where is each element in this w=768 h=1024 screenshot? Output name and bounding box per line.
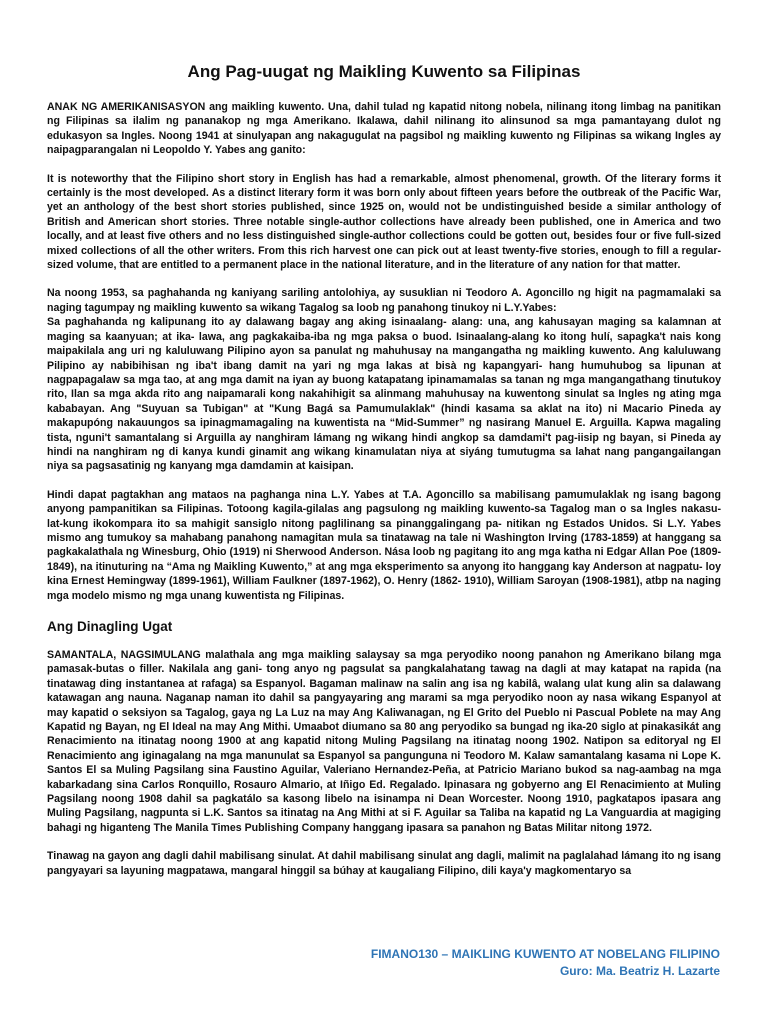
page-footer [371,946,720,980]
paragraph-admiration: Hindi dapat pagtakhan ang mataos na paghanga nina L.Y. Yabes at T.A. Agoncillo sa mabilisang pamumulaklak ng isang bagong anyong pampanitikan sa Filipinas. Totoong kagila-gilalas ang pagsulong ng maikling kuwento-sa Tagalog man o sa Ingles nakasu- lat-kung ikokompara ito sa mahigit sansiglo nitong paglilinang sa pinanggalingang pa- nitikan ng Estados Unidos. Si L.Y. Yabes mismo ang tumukoy sa mahabang panahong namagitan mula sa tinatawag na tale ni Washington Irving (1783-1859) at hanggang sa pagkakalathala ng Winesburg, Ohio (1919) ni Sherwood Anderson. Nása loob ng pagitang ito ang mga katha ni Edgar Allan Poe (1809-1849), na itinuturing na “Ama ng Maikling Kuwento,” at ang mga eksperimento sa anyong ito hanggang kay Anderson at nagpatu- loy kina Ernest Hemingway (1899-1961), William Faulkner (1897-1962), O. Henry (1862- 1910), William Saroyan (1908-1981), atbp na naging mga modelo mismo ng mga unang kuwentista ng Filipinas. [47,488,721,602]
paragraph-dagli-definition: Tinawag na gayon ang dagli dahil mabilisang sinulat. At dahil mabilisang sinulat ang dagli, malimit na paglalahad lámang ito ng isang pangyayari sa layuning magpatawa, mangaral hinggil sa búhay at kaugaliang Filipino, dili kaya'y magkomentaryo sa [47,850,721,877]
paragraph-agoncillo-quote: Sa paghahanda ng kalipunang ito ay dalawang bagay ang aking isinaalang- alang: una, ang kahusayan maging sa kalamnan at maging sa kaanyuan; at ika- lawa, ang pagkakaiba-iba ng mga paksa o buod. Isinaalang-alang ko itong hulí, sapagka't nais kong maipakilala ang uri ng kaluluwang Pilipino ayon sa panulat ng mahuhusay na mangangatha ng maikling kuwento. Ang kaluluwang Pilipino ay nabibihisan ng iba't ibang damit na yari ng mga lakas at bisà ng kapangyari- hang humuhubog sa lipunan at nagpapagalaw sa mga tao, at ang mga damit na iyan ay buong katapatang ipinamamalas sa tanan ng mga mangangathang tinutukoy rito, Ilan sa mga akda rito ang naipamarali kong nakahihigit sa alinmang mahuhusay na kuwentong sinulat sa Ingles ng ating mga kababayan. Ang "Suyuan sa Tubigan" at "Kung Bagá sa Pamumulaklak" (hindi kasama sa aklat na ito) ni Macario Pineda ay makapupóng nakauungos sa ipinagmamagaling na kuwentista na “Mid-Summer” ng nasirang Manuel E. Arguilla. Kapwa magaling tista, nguni't samantalang si Arguilla ay nanghiram lámang ng wikang hindi angkop sa damdami't pag-iisip ng bayan, si Pineda ay hindi na nanghiram ng di kanya kundi ginamit ang wikang kinamulatan niya at siyáng tumutugma sa lahat nang pangangailangan niya sa pagsasatinig ng kanyang mga damdamin at kaisipan. [47,316,721,473]
section-heading: Ang Dinagling Ugat [47,619,173,634]
paragraph-intro: ANAK NG AMERIKANISASYON ang maikling kuwento. Una, dahil tulad ng kapatid nitong nobela, nilinang itong limbag na panitikan ng Filipinas sa ilalim ng pananakop ng mga Amerikano. Ikalawa, dahil nilinang ito alinsunod sa mga pamantayang dulot ng edukasyon sa Ingles. Noong 1941 at sinulyapan ang nakagugulat na pagsibol ng maikling kuwento ng Filipinas sa wikang Ingles ay naipagparangalan ni Leopoldo Y. Yabes ang ganito: [47,101,721,157]
document-title: Ang Pag-uugat ng Maikling Kuwento sa Filipinas [187,62,581,81]
paragraph-agoncillo-intro: Na noong 1953, sa paghahanda ng kaniyang sariling antolohiya, ay susuklian ni Teodoro A. Agoncillo ng higit na pagmamalaki sa naging tagumpay ng maikling kuwento sa wikang Tagalog sa loob ng panahong tinukoy ni L.Y.Yabes: [47,287,721,314]
paragraph-english-quote: It is noteworthy that the Filipino short story in English has had a remarkable, almost phenomenal, growth. Of the literary forms it certainly is the most developed. As a distinct literary form it was born only about fifteen years before the outbreak of the Pacific War, yet an anthology of the best short stories published, since 1925 on, would not be undistinguished beside a similar anthology of British and American short stories. Three notable single-author collections have already been published, one in America and two locally, and at least five others and no less distinguished single-author collections could be gotten out, besides four or five full-sized mixed collections of all the other writers. From this rich harvest one can pick out at least twenty-five stories, enough to fill a regular-sized volume, that are entitled to a permanent place in the national literature, and in the literature of any nation for that matter. [47,172,721,272]
footer-course: FIMANO130 – MAIKLING KUWENTO AT NOBELANG FILIPINO [370,947,720,961]
footer-teacher: Guro: Ma. Beatriz H. Lazarte [559,964,720,978]
paragraph-dagli-history: SAMANTALA, NAGSIMULANG malathala ang mga maikling salaysay sa mga peryodiko noong panahon ng Amerikano bilang mga pamasak-butas o filler. Nakilala ang gani- tong anyo ng pagsulat sa pangkalahatang tawag na dagli at may katapat na rapida (na tinatawag ding instantanea at rafaga) sa Espanyol. Bagaman malinaw na salin ang isa ng kabilâ, walang ulat kung alin sa dalawang katawagan ang nauna. Naganap naman ito dahil sa pangyayaring ang marami sa mga peryodiko noon ay nasa wikang Espanyol at may kapatid o seksiyon sa Tagalog, gaya ng La Luz na may Ang Kaliwanagan, ng El Grito del Pueblo ni Pascual Poblete na may Ang Kapatid ng Bayan, ng El Ideal na may Ang Mithi. Umaabot diumano sa 80 ang peryodiko sa bungad ng ika-20 siglo at pinakasikát ang Renacimiento na itinatag noong 1900 at ang kapatid nitong Muling Pagsilang na itinatag noong 1902. Natipon sa editoryal ng El Renacimiento ang iginagalang na mga manunulat sa Espanyol sa pangunguna ni Teodoro M. Kalaw samantalang kasama ni Lope K. Santos El sa Muling Pagsilang sina Faustino Aguilar, Valeriano Hernandez-Peña, at Patricio Mariano bukod sa nag-aambag na mga kabarkadang sina Carlos Ronquillo, Rosauro Almario, at Iñigo Ed. Regalado. Ipinasara ng gobyerno ang El Renacimiento at Muling Pagsilang noong 1908 dahil sa pagkatálo sa kasong libelo na isinampa ni Dean Worcester. Noong 1910, pagkatapos ipasara ang Muling Pagsilang, nagpunta si L.K. Santos sa itinatag na Ang Mithi at si F. Aguilar sa Taliba na kapatid ng La Vanguardia at magiging bahagi ng higanteng The Manila Times Publishing Company hanggang ipasara sa panahon ng Batas Militar nitong 1972. [47,649,721,834]
